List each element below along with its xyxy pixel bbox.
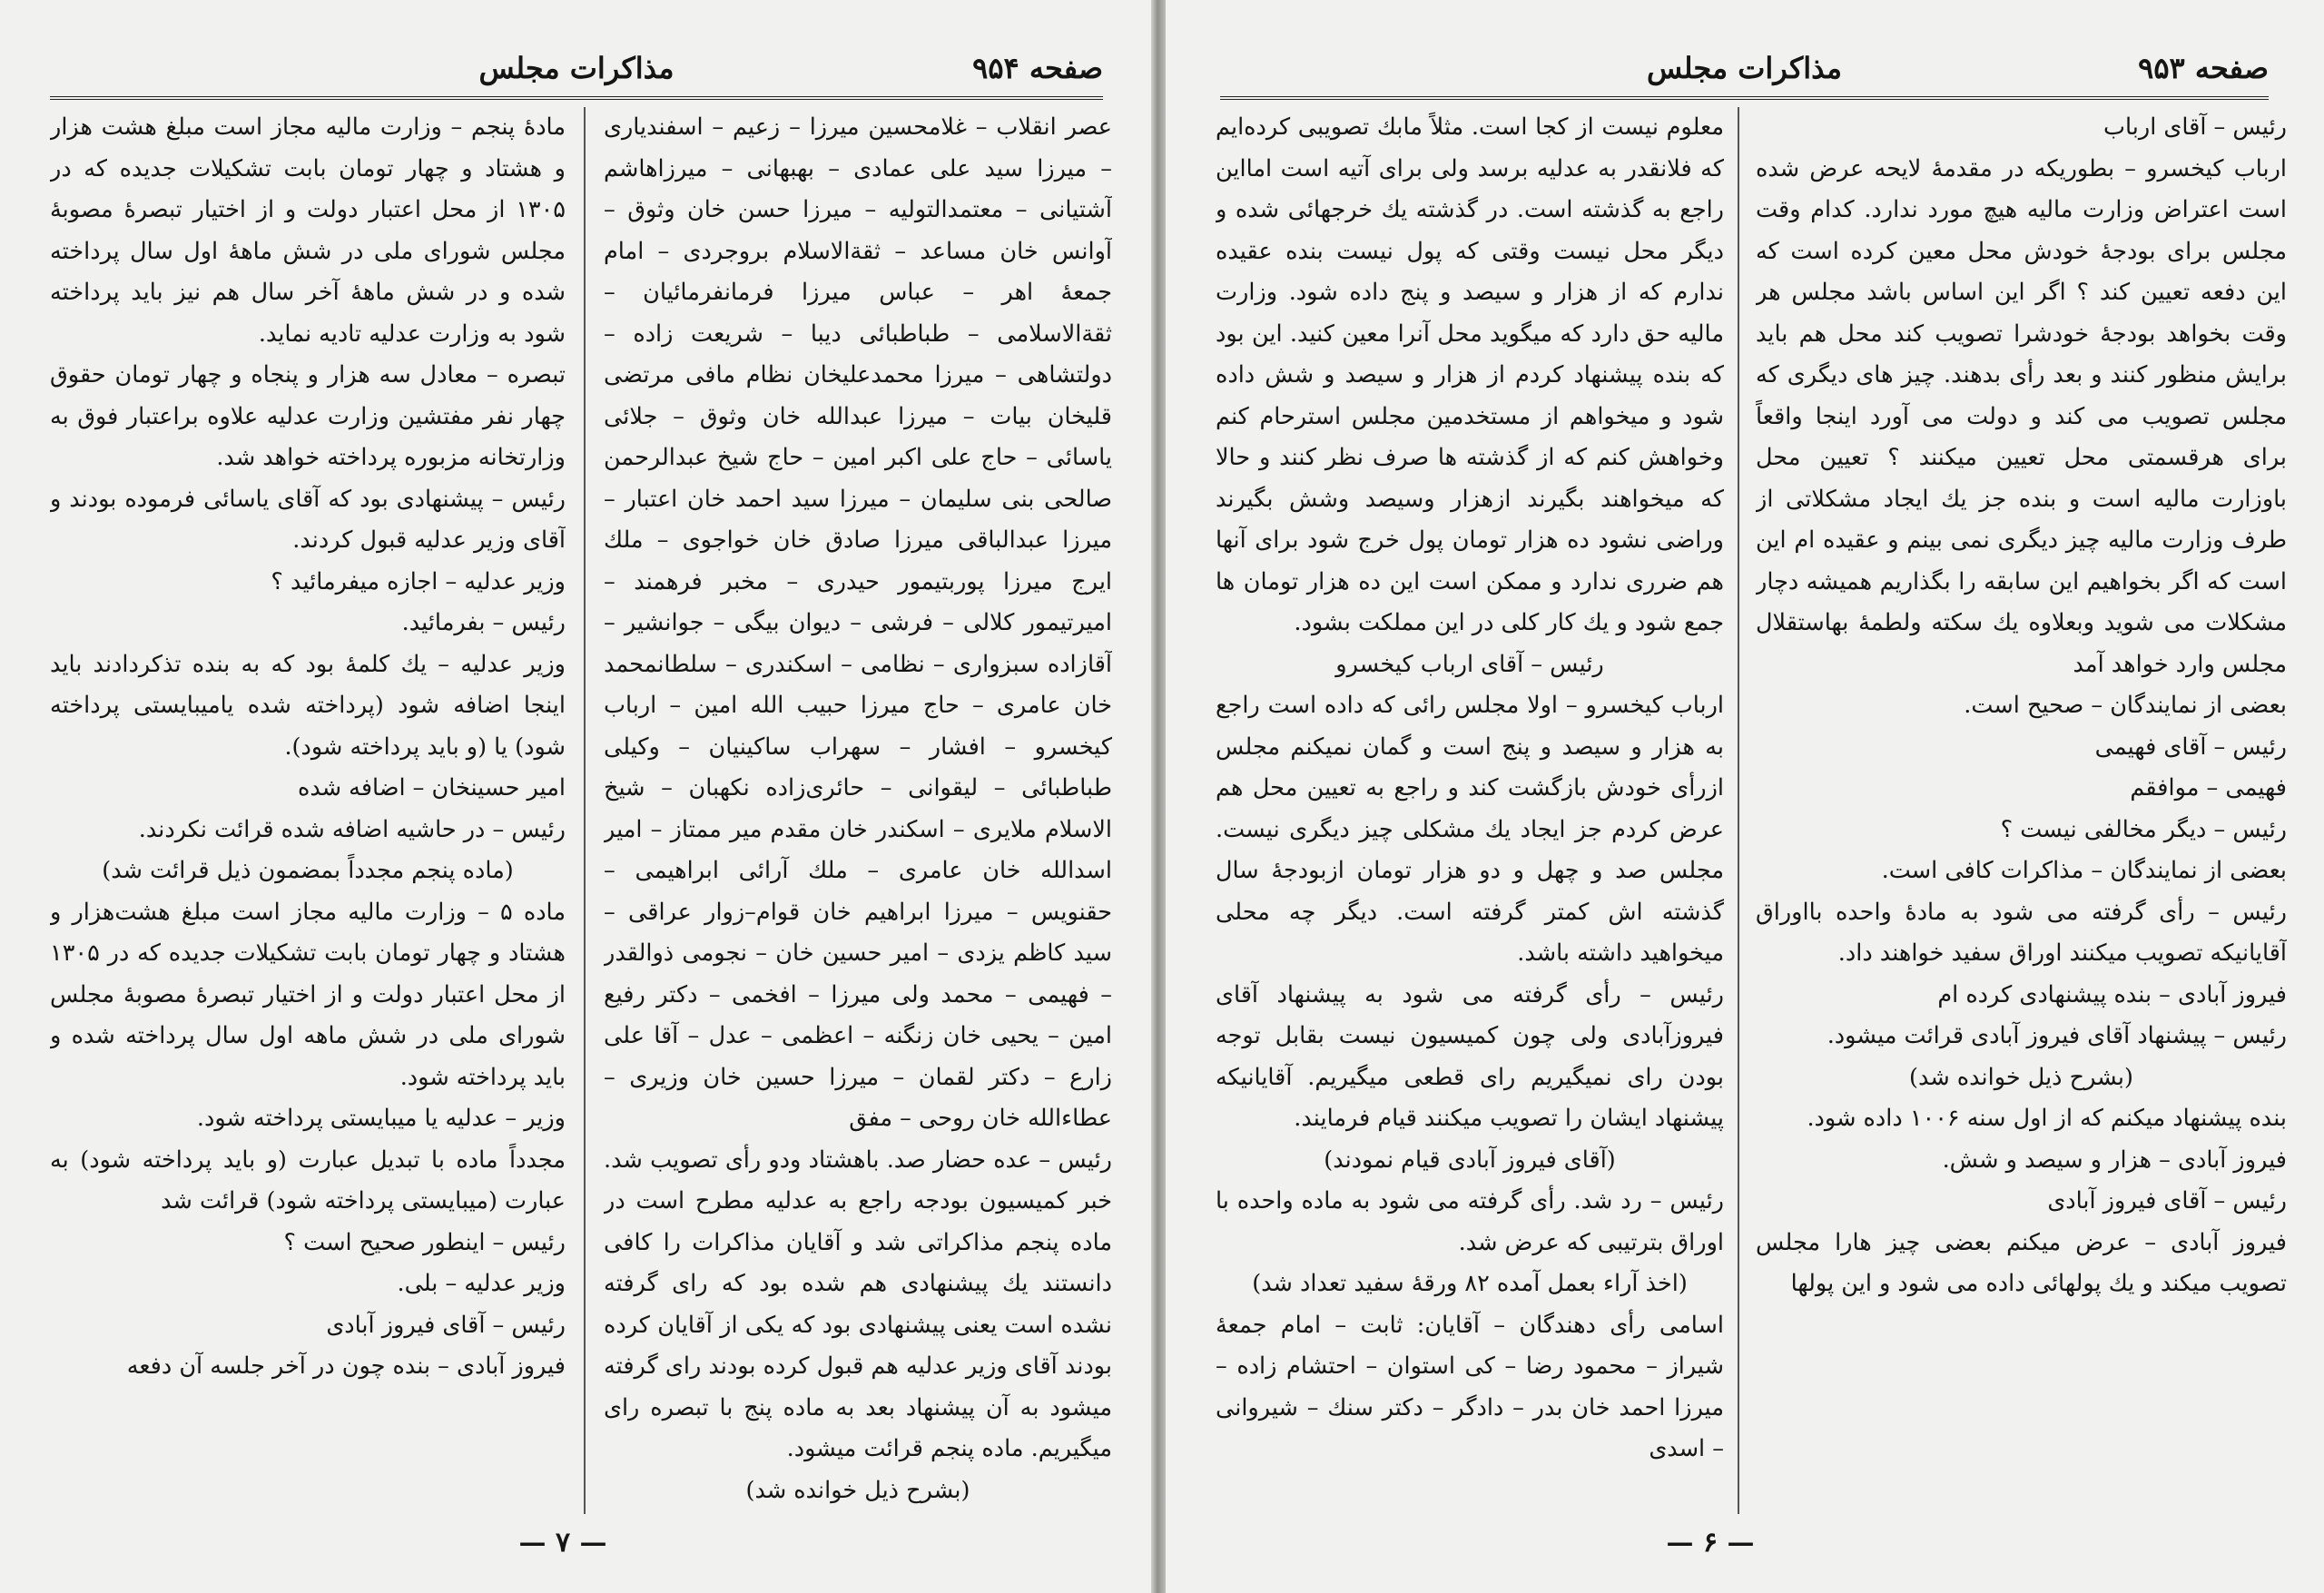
paragraph: فیروز آبادی – بنده چون در آخر جلسه آن دفعه xyxy=(126,1352,566,1380)
paragraph: رئیس – پیشنهاد آقای فیروز آبادی قرائت میشود. xyxy=(1827,1022,2287,1049)
paragraph: فیروز آبادی – عرض میکنم بعضی چیز هارا مجلس تصویب میکند و یك پولهائی داده می شود و این پولها xyxy=(1756,1228,2287,1297)
paragraph: تبصره – معادل سه هزار و پنجاه و چهار تومان حقوق چهار نفر مفتشین وزارت عدلیه علاوه براعتبار فوق به وزارتخانه مزبوره پرداخته خواهد شد. xyxy=(50,361,566,471)
paragraph: وزیر عدلیه – اجازه میفرمائید ؟ xyxy=(271,567,566,595)
book-gutter xyxy=(1151,0,1166,1593)
header-title: مذاکرات مجلس xyxy=(478,51,675,85)
column-divider xyxy=(584,107,586,1514)
paragraph: بعضی از نمایندگان – صحیح است. xyxy=(1964,692,2287,719)
paragraph: (ماده پنجم مجدداً بمضمون ذیل قرائت شد) xyxy=(102,857,514,884)
left-page-right-column xyxy=(604,107,1112,1509)
paragraph: عصر انقلاب – غلامحسین میرزا – زعیم – اسفندیاری – میرزا سید علی عمادی – بهبهانی – میرزاهاشم آشتیانی – معتمدالتولیه – میرزا حسن خان وثوق – آوانس خان مساعد – ثقة‌الاسلام بروجردی – امام جمعهٔ اهر – عباس میرزا فرمانفرمائیان – ثقة‌الاسلامی – طباطبائی دیبا – شریعت زاده – دولتشاهی – میرزا محمدعلیخان نظام مافی مرتضی قلیخان بیات – میرزا عبدالله خان وثوق – جلائی یاسائی – حاج علی اکبر امین – حاج شیخ عبدالرحمن صالحی بنی سلیمان – میرزا سید احمد خان اعتبار – میرزا عبدالباقی میرزا صادق خان خواجوی – ملك ایرج میرزا پوربتیمور حیدری – مخبر فرهمند – امیرتیمور کلالی – فرشی – دیوان بیگی – جوانشیر – آقازاده سبزواری – نظامی – اسکندری – سلطانمحمد خان عامری – حاج میرزا حبیب الله امین – ارباب کیخسرو – افشار – سهراب ساکینیان – وکیلی طباطبائی – لیقوانی – حائری‌زاده نکهبان – شیخ الاسلام ملایری – اسکندر خان مقدم میر ممتاز – امیر اسدالله خان عامری – ملك آرائی ابراهیمی – حقنویس – میرزا ابراهیم خان قوام–زوار عراقی – سید کاظم یزدی – امیر حسین خان – نجومی ذوالقدر – فهیمی – محمد ولی میرزا – افخمی – دکتر رفیع امین – یحیی خان زنگنه – اعظمی – عدل – آقا علی زارع – دکتر لقمان – میرزا حسین خان وزیری – عطاءالله خان روحی – مفق xyxy=(604,113,1112,1132)
paragraph: رئیس – آقای فهیمی xyxy=(2094,733,2287,761)
paragraph: رئیس – بفرمائید. xyxy=(401,609,566,636)
paragraph: رئیس – آقای ارباب کیخسرو xyxy=(1335,650,1604,678)
paragraph: وزیر عدلیه – یك کلمهٔ بود که به بنده تذکردادند باید اینجا اضافه شود (پرداخته شده یامیبایستی پرداخته شود) یا (و باید پرداخته شود). xyxy=(50,650,566,761)
paragraph: رئیس – رأی گرفته می شود به پیشنهاد آقای فیروزآبادی ولی چون کمیسیون نیست بقابل توجه بودن رای نمیگیریم رای قطعی میگیریم. آقایانیکه پیشنهاد ایشان را تصویب میکنند قیام فرمایند. xyxy=(1216,980,1724,1132)
paragraph: رئیس – پیشنهادی بود که آقای یاسائی فرموده بودند و آقای وزیر عدلیه قبول کردند. xyxy=(50,485,566,554)
right-page-left-column xyxy=(1216,107,1724,1509)
paragraph: ارباب کیخسرو – اولا مجلس رائی که داده است راجع به هزار و سیصد و پنج است و گمان نمیکنم مجلس ازرأی خودش بازگشت کند و راجع به تعیین محل هم عرض کردم جز ایجاد یك مشکلی چیز دیگری نیست. مجلس صد و چهل و دو هزار تومان ازبودجهٔ سال گذشته اش کمتر گرفته است. دیگر چه محلی میخواهید داشته باشد. xyxy=(1216,692,1724,967)
paragraph: رئیس – رأی گرفته می شود به مادهٔ واحده بااوراق آقایانیکه تصویب میکنند اوراق سفید خواهند داد. xyxy=(1756,898,2287,967)
paragraph: رئیس – عده حضار صد. باهشتاد ودو رأی تصویب شد. خبر کمیسیون بودجه راجع به عدلیه مطرح است در ماده پنجم مذاکراتی شد و آقایان مذاکرات را کافی دانستند یك پیشنهادی هم شده بود که رای گرفته نشده است یعنی پیشنهادی بود که یکی از آقایان کرده بودند آقای وزیر عدلیه هم قبول کرده بودند رای گرفته میشود به آن پیشنهاد بعد به ماده پنج با تبصره رای میگیریم. ماده پنجم قرائت میشود. xyxy=(604,1146,1112,1462)
paragraph: مادهٔ پنجم – وزارت مالیه مجاز است مبلغ هشت هزار و هشتاد و چهار تومان بابت تشکیلات جدیده که در ۱۳۰۵ از محل اعتبار دولت و از اختیار تبصرهٔ مصوبهٔ مجلس شورای ملی در شش ماههٔ اول سال پرداخته شده و در شش ماههٔ آخر سال هم نیز باید پرداخته شود به وزارت عدلیه تادیه نماید. xyxy=(50,113,566,348)
right-page xyxy=(1166,0,2324,1593)
paragraph: رئیس – دیگر مخالفی نیست ؟ xyxy=(2000,815,2287,843)
left-page-left-column xyxy=(50,107,566,1509)
paragraph: فیروز آبادی – هزار و سیصد و شش. xyxy=(1942,1146,2287,1174)
paragraph: رئیس – اینطور صحیح است ؟ xyxy=(283,1228,566,1256)
page-number: صفحه ۹۵۳ xyxy=(2138,51,2269,85)
paragraph: ارباب کیخسرو – بطوریکه در مقدمهٔ لایحه عرض شده است اعتراض وزارت مالیه هیچ مورد ندارد. کدام وقت مجلس برای بودجهٔ خودش محل معین کرده است که این دفعه تعیین کند ؟ اگر این اساس باشد مجلس هر وقت بخواهد بودجهٔ خودشرا تصویب کند محل هم باید برایش منظور کنند و بعد رأی بدهند. چیز های دیگری که مجلس تصویب می کند و دولت می آورد اینجا واقعاً برای هرقسمتی محل تعیین میکنند ؟ تعیین محل باوزارت مالیه است و بنده جز یك ایجاد مشکلاتی از طرف وزارت مالیه چیز دیگری نمی بینم و عقیده ام این است که اگر بخواهیم این سابقه را بگذاریم همیشه دچار مشکلات می شوید وبعلاوه یك سکته ولطمهٔ بهاستقلال مجلس وارد خواهد آمد xyxy=(1756,154,2287,678)
page-header xyxy=(50,45,1103,100)
paragraph: (آقای فیروز آبادی قیام نمودند) xyxy=(1324,1146,1616,1174)
paragraph: وزیر عدلیه – بلی. xyxy=(397,1270,566,1297)
paragraph: مجدداً ماده با تبدیل عبارت (و باید پرداخته شود) به عبارت (میبایستی پرداخته شود) قرائت شد xyxy=(50,1146,566,1214)
paragraph: رئیس – آقای ارباب xyxy=(2103,113,2287,141)
paragraph: اسامی رأی دهندگان – آقایان: ثابت – امام جمعهٔ شیراز – محمود رضا – کی استوان – احتشام زاده – میرزا احمد خان بدر – دادگر – دکتر سنك – شیروانی – اسدی xyxy=(1216,1311,1724,1462)
paragraph: رئیس – رد شد. رأی گرفته می شود به ماده واحده با اوراق بترتیبی که عرض شد. xyxy=(1216,1187,1724,1256)
page-header xyxy=(1220,45,2269,100)
page-number: صفحه ۹۵۴ xyxy=(972,51,1103,85)
right-page-right-column xyxy=(1756,107,2287,1509)
paragraph: (اخذ آراء بعمل آمده ۸۲ ورقهٔ سفید تعداد شد) xyxy=(1252,1270,1688,1297)
header-title: مذاکرات مجلس xyxy=(1646,51,1843,85)
paragraph: رئیس – آقای فیروز آبادی xyxy=(326,1311,566,1339)
paragraph: (بشرح ذیل خوانده شد) xyxy=(745,1476,970,1504)
column-divider xyxy=(1738,107,1739,1514)
paragraph: رئیس – آقای فیروز آبادی xyxy=(2047,1187,2287,1214)
paragraph: رئیس – در حاشیه اضافه شده قرائت نکردند. xyxy=(138,815,566,843)
paragraph: فهیمی – موافقم xyxy=(2130,774,2287,801)
paragraph: امیر حسینخان – اضافه شده xyxy=(297,774,566,801)
paragraph: بعضی از نمایندگان – مذاکرات کافی است. xyxy=(1881,857,2287,884)
paragraph: وزیر – عدلیه یا میبایستی پرداخته شود. xyxy=(196,1105,566,1132)
paragraph: فیروز آبادی – بنده پیشنهادی کرده ام xyxy=(1937,980,2287,1008)
paragraph: بنده پیشنهاد میکنم که از اول سنه ۱۰۰۶ داده شود. xyxy=(1807,1105,2287,1132)
paragraph: (بشرح ذیل خوانده شد) xyxy=(1909,1063,2133,1091)
page-footer-number: — ۶ — xyxy=(1666,1527,1755,1559)
paragraph: ماده ۵ – وزارت مالیه مجاز است مبلغ هشت‌هزار و هشتاد و چهار تومان بابت تشکیلات جدیده که در ۱۳۰۵ از محل اعتبار دولت و از اختیار تبصرهٔ مصوبهٔ مجلس شورای ملی در شش ماهه اول سال پرداخته شده و باید پرداخته شود. xyxy=(50,898,566,1091)
page-footer-number: — ۷ — xyxy=(518,1527,607,1559)
left-page xyxy=(0,0,1151,1593)
paragraph: معلوم نیست از کجا است. مثلاً مابك تصویبی کرده‌ایم که فلانقدر به عدلیه برسد ولی برای آتیه است امااین راجع به گذشته است. در گذشته یك خرجهائی شده و دیگر محل نیست وقتی که پول نیست بنده عقیده ندارم که از هزار و سیصد و پنج داده شود. وزارت مالیه حق دارد که میگوید محل آنرا معین کنید. این بود که بنده پیشنهاد کردم از هزار و سیصد و شش داده شود و میخواهم از مستخدمین مجلس استرحام کنم وخواهش کنم که از گذشته ها صرف نظر کنند و حالا که میخواهند بگیرند ازهزار وسیصد وشش بگیرند وراضی نشود ده هزار تومان پول خرج شود برای آنها هم ضرری ندارد و ممکن است این ده هزار تومان ها جمع شود و یك کار کلی در این مملکت بشود. xyxy=(1216,113,1724,636)
